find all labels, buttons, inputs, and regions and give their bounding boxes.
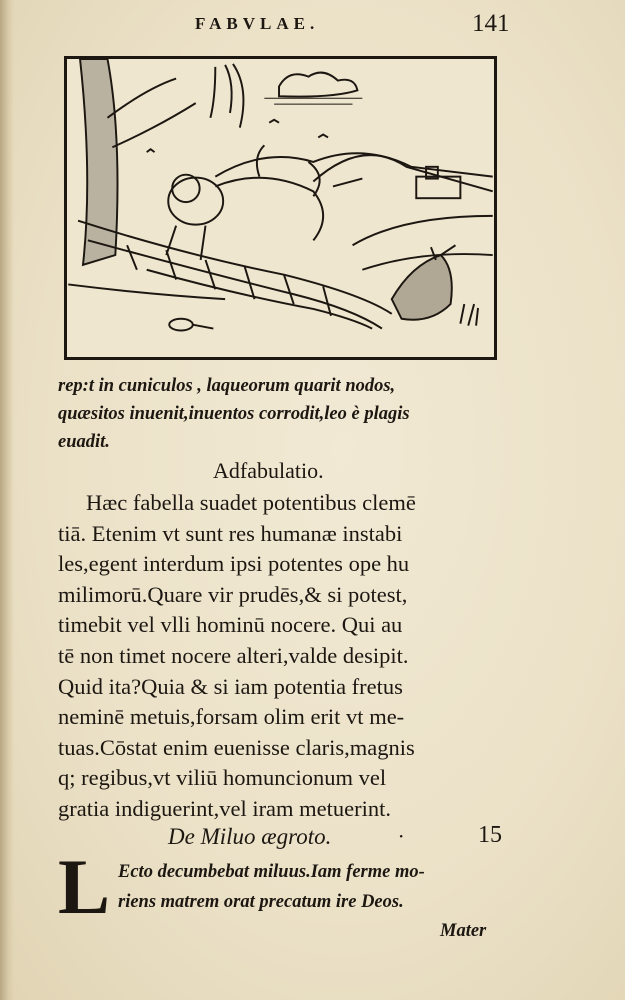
page-gutter: [0, 0, 14, 1000]
fable-title: De Miluo ægroto.: [168, 824, 332, 849]
text-line: timebit vel vlli hominū nocere. Qui au: [58, 612, 403, 638]
ornament-dot: ·: [398, 824, 405, 848]
text-line: euadit.: [58, 432, 110, 452]
text-line: Ecto decumbebat miluus.Iam ferme mo-: [118, 862, 425, 882]
text-line: les,egent interdum ipsi potentes ope hu: [58, 551, 410, 577]
woodcut-lion-net-mouse: [67, 59, 494, 357]
text-line: Hæc fabella suadet potentibus clemē: [86, 490, 416, 515]
text-line: quæsitos inuenit,inuentos corrodit,leo è plagis: [58, 404, 410, 424]
adfabulatio-heading: Adfabulatio.: [213, 458, 324, 483]
text-line: neminē metuis,forsam olim erit vt me-: [58, 704, 405, 730]
text-line: gratia indiguerint,vel iram metuerint.: [58, 795, 392, 821]
text-line: tiā. Etenim vt sunt res humanæ instabi: [58, 520, 403, 546]
catchword: Mater: [440, 921, 487, 941]
text-line: tē non timet nocere alteri,valde desipit.: [58, 642, 409, 668]
fable-text: [118, 857, 518, 917]
drop-cap: L: [58, 843, 111, 930]
page-number: 141: [472, 10, 510, 37]
text-line: tuas.Cōstat enim euenisse claris,magnis: [58, 734, 415, 760]
fable-number: 15: [478, 822, 502, 848]
text-line: rep:t in cuniculos , laqueorum quarit nodos,: [58, 376, 396, 396]
text-line: q; regibus,vt viliū homuncionum vel: [58, 765, 387, 791]
text-line: milimorū.Quare vir prudēs,& si potest,: [58, 581, 408, 607]
running-head: FABVLAE.: [195, 14, 320, 33]
woodcut-illustration: [64, 56, 497, 360]
text-line: Quid ita?Quia & si iam potentia fretus: [58, 673, 403, 699]
text-line: riens matrem orat precatum ire Deos.: [118, 892, 404, 912]
adfabulatio-body: [58, 488, 528, 825]
fable-text-italic: [58, 372, 518, 456]
